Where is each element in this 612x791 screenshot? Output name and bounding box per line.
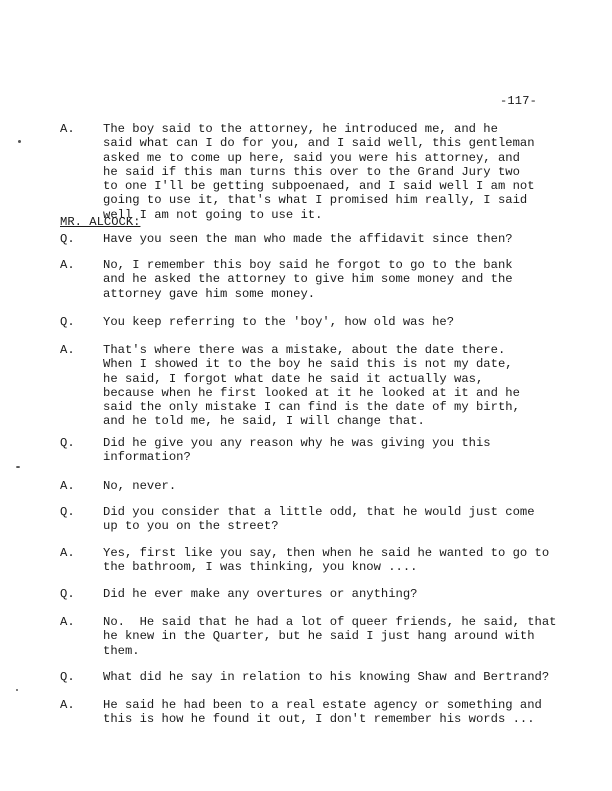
entry-line: Have you seen the man who made the affidavit since then? (103, 232, 513, 246)
entry-line: he said if this man turns this over to the Grand Jury two (103, 164, 520, 179)
page-number: -117- (500, 94, 538, 108)
answer-label: A. (60, 122, 75, 136)
answer-label: A. (60, 615, 75, 629)
entry-line: Did he ever make any overtures or anything? (103, 587, 418, 601)
speaker-heading: MR. ALCOCK: (60, 215, 141, 229)
entry-line: When I showed it to the boy he said this is not my date, (103, 357, 513, 372)
entry-line: he said, I forgot what date he said it actually was, (103, 371, 484, 386)
entry-line: attorney gave him some money. (103, 286, 316, 301)
answer-label: A. (60, 343, 75, 357)
entry-text (103, 315, 553, 329)
entry-line: What did he say in relation to his knowing Shaw and Bertrand? (103, 670, 550, 684)
entry-text (103, 698, 553, 727)
entry-text (103, 546, 553, 575)
entry-text (103, 258, 553, 301)
entry-line: this is how he found it out, I don't remember his words ... (103, 712, 535, 727)
question-label: Q. (60, 505, 75, 519)
answer-label: A. (60, 546, 75, 560)
entry-line: You keep referring to the 'boy', how old was he? (103, 315, 455, 329)
entry-line: That's where there was a mistake, about the date there. (103, 343, 506, 357)
entry-line: said the only mistake I can find is the date of my birth, (103, 400, 520, 415)
entry-line: said what can I do for you, and I said well, this gentleman (103, 136, 535, 151)
answer-label: A. (60, 698, 75, 712)
entry-line: and he told me, he said, I will change that. (103, 414, 425, 429)
question-label: Q. (60, 587, 75, 601)
entry-line: The boy said to the attorney, he introduced me, and he (103, 122, 498, 136)
entry-line: No, never. (103, 479, 177, 493)
entry-line: well I am not going to use it. (103, 207, 323, 222)
entry-text (103, 232, 553, 246)
entry-line: Did he give you any reason why he was giving you this (103, 436, 491, 450)
entry-line: up to you on the street? (103, 519, 279, 534)
entry-text (103, 122, 553, 222)
entry-text (103, 587, 553, 601)
entry-line: because when he first looked at it he looked at it and he (103, 385, 520, 400)
entry-line: information? (103, 450, 191, 465)
entry-text (103, 436, 553, 465)
question-label: Q. (60, 232, 75, 246)
entry-text (103, 670, 553, 684)
entry-line: he knew in the Quarter, but he said I just hang around with (103, 629, 535, 644)
entry-line: the bathroom, I was thinking, you know .... (103, 560, 418, 575)
question-label: Q. (60, 670, 75, 684)
entry-text (103, 505, 553, 534)
entry-line: He said he had been to a real estate agency or something and (103, 698, 542, 712)
entry-line: going to use it, that's what I promised him really, I said (103, 193, 528, 208)
entry-line: Yes, first like you say, then when he said he wanted to go to (103, 546, 550, 560)
entry-line: No. He said that he had a lot of queer friends, he said, that (103, 615, 557, 629)
entry-text (103, 479, 553, 493)
entry-line: them. (103, 643, 140, 658)
entry-line: No, I remember this boy said he forgot to go to the bank (103, 258, 513, 272)
entry-line: asked me to come up here, said you were his attorney, and (103, 150, 520, 165)
answer-label: A. (60, 479, 75, 493)
entry-line: to one I'll be getting subpoenaed, and I said well I am not (103, 179, 535, 194)
question-label: Q. (60, 315, 75, 329)
entry-line: and he asked the attorney to give him some money and the (103, 272, 513, 287)
question-label: Q. (60, 436, 75, 450)
entry-text (103, 343, 553, 429)
answer-label: A. (60, 258, 75, 272)
entry-text (103, 615, 557, 658)
entry-line: Did you consider that a little odd, that he would just come (103, 505, 535, 519)
